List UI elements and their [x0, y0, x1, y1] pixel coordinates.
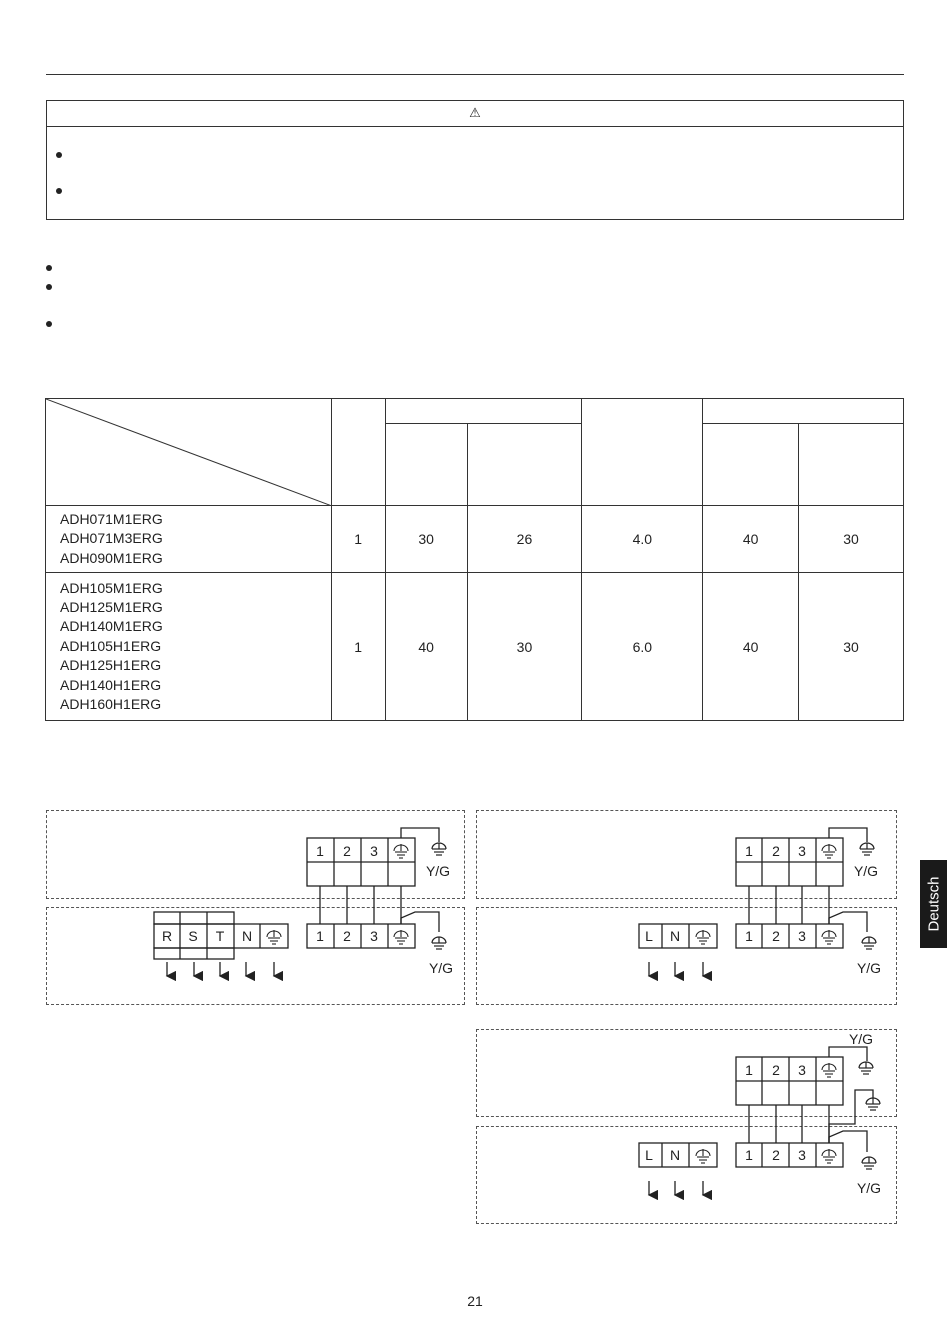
ground-label: Y/G — [425, 863, 451, 879]
terminal-1: 1 — [745, 1062, 753, 1078]
terminal-n: N — [241, 928, 253, 944]
terminal-t: T — [215, 928, 225, 944]
terminal-2: 2 — [772, 928, 780, 944]
diagram-3-labels — [645, 1031, 881, 1196]
ground-label: Y/G — [848, 1031, 874, 1047]
terminal-2: 2 — [772, 843, 780, 859]
terminal-1: 1 — [745, 1147, 753, 1163]
terminal-2: 2 — [343, 928, 351, 944]
ground-label: Y/G — [856, 1180, 882, 1196]
ground-label: Y/G — [853, 863, 879, 879]
table-cell: 30 — [385, 506, 467, 573]
terminal-l: L — [645, 928, 653, 944]
table-cell: 6.0 — [582, 573, 703, 721]
language-tab — [920, 860, 947, 948]
table-cell: 40 — [703, 506, 799, 573]
terminal-1: 1 — [745, 928, 753, 944]
terminal-3: 3 — [798, 928, 806, 944]
terminal-3: 3 — [798, 843, 806, 859]
terminal-n: N — [669, 928, 681, 944]
terminal-r: R — [161, 928, 173, 944]
page-number: 21 — [467, 1293, 483, 1309]
ground-label: Y/G — [428, 960, 454, 976]
terminal-l: L — [645, 1147, 653, 1163]
table-cell: 1 — [331, 573, 385, 721]
table-cell: 30 — [467, 573, 582, 721]
terminal-3: 3 — [370, 843, 378, 859]
language-tab-label: Deutsch — [925, 876, 942, 932]
diagram-3-lines — [639, 1047, 873, 1195]
table-cell: 4.0 — [582, 506, 703, 573]
table-cell: 1 — [331, 506, 385, 573]
terminal-1: 1 — [316, 928, 324, 944]
table-cell: 40 — [385, 573, 467, 721]
terminal-2: 2 — [772, 1062, 780, 1078]
table-cell: 30 — [799, 506, 904, 573]
table-cell: 26 — [467, 506, 582, 573]
terminal-n: N — [669, 1147, 681, 1163]
table-cell: 40 — [703, 573, 799, 721]
warning-icon: ⚠ — [469, 105, 481, 120]
model-list: ADH071M1ERG ADH071M3ERG ADH090M1ERG — [46, 506, 332, 573]
terminal-1: 1 — [316, 843, 324, 859]
diagram-2-lines — [639, 828, 867, 976]
terminal-3: 3 — [798, 1147, 806, 1163]
terminal-3: 3 — [370, 928, 378, 944]
terminal-2: 2 — [772, 1147, 780, 1163]
terminal-s: S — [188, 928, 198, 944]
terminal-3: 3 — [798, 1062, 806, 1078]
table-cell: 30 — [799, 573, 904, 721]
ground-label: Y/G — [856, 960, 882, 976]
terminal-1: 1 — [745, 843, 753, 859]
diagram-1-lines — [154, 828, 439, 976]
model-list: ADH105M1ERG ADH125M1ERG ADH140M1ERG ADH105H1ERG ADH125H1ERG ADH140H1ERG ADH160H1ERG — [46, 573, 332, 721]
terminal-2: 2 — [343, 843, 351, 859]
diagram-2-labels — [645, 843, 881, 976]
